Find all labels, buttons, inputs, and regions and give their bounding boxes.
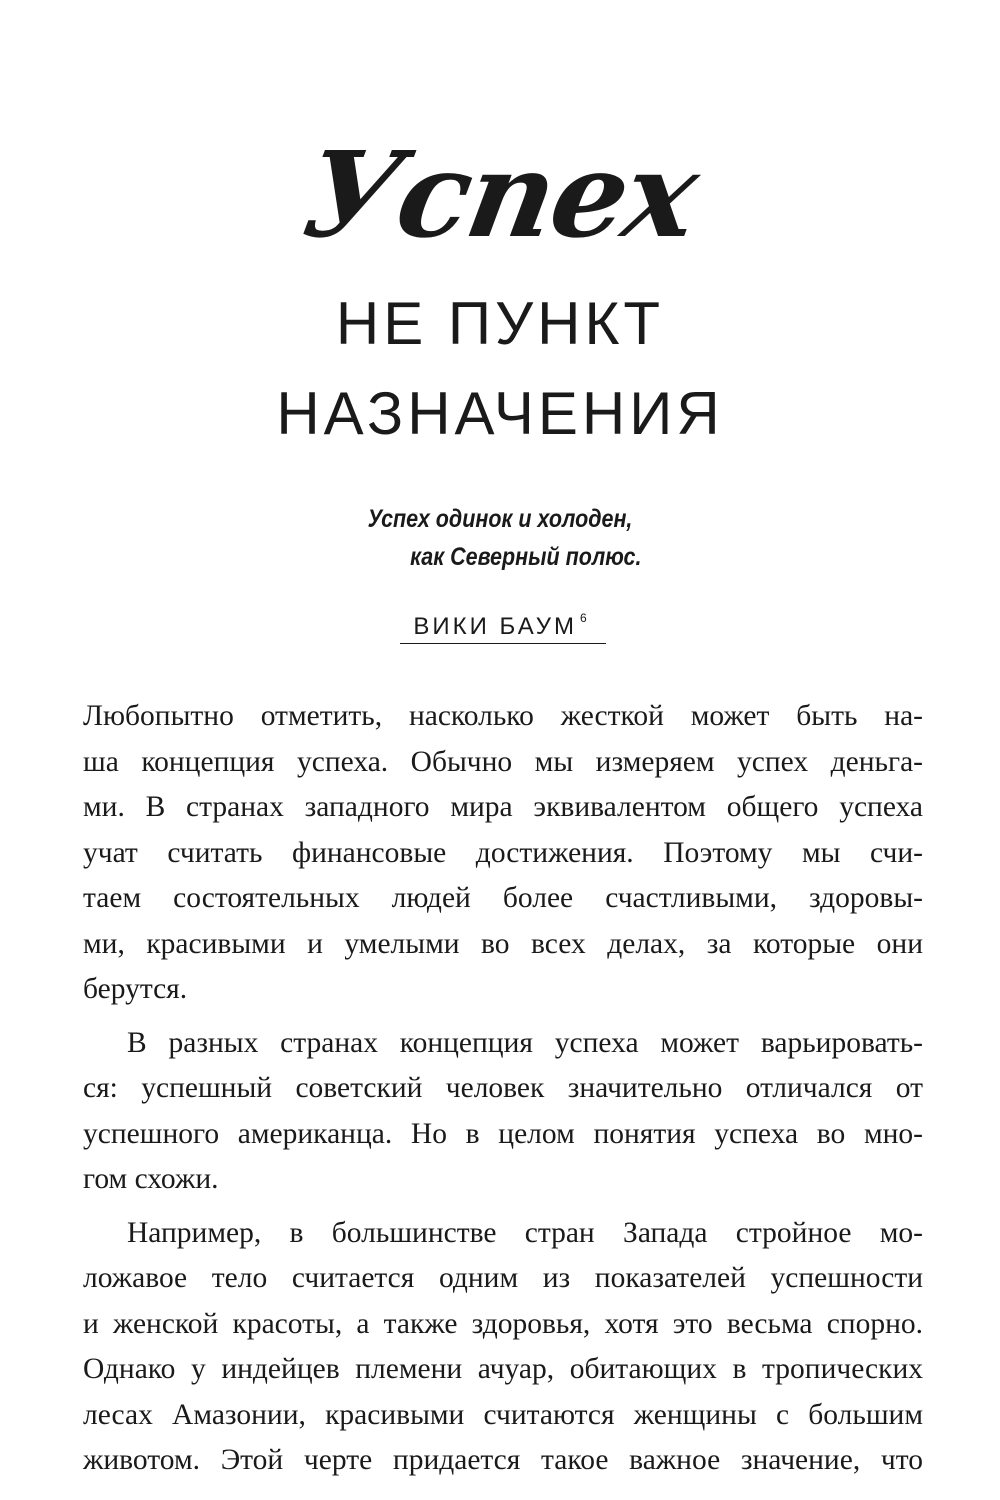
text-line: ми, красивыми и умелыми во всех делах, за которые они — [83, 927, 923, 960]
paragraph — [83, 1211, 923, 1484]
footnote-reference[interactable]: 6 — [579, 611, 587, 625]
text-line: ложавое тело считается одним из показателей успешности — [83, 1262, 923, 1294]
epigraph — [70, 500, 930, 576]
body-text — [83, 694, 923, 1484]
chapter-title-line-1: НЕ ПУНКТ — [335, 290, 665, 357]
text-line: животом. Этой черте придается такое важное значение, что — [83, 1444, 923, 1476]
text-line: Любопытно отметить, насколько жесткой может быть на- — [83, 700, 923, 732]
text-line: гом схожи. — [83, 1163, 219, 1195]
text-line: В разных странах концепция успеха может варьировать- — [127, 1026, 923, 1059]
text-line: и женской красоты, а также здоровья, хотя это весьма спорно. — [83, 1307, 923, 1340]
text-line: лесах Амазонии, красивыми считаются женщины с большим — [83, 1398, 923, 1431]
text-line: ша концепция успеха. Обычно мы измеряем успех деньга- — [83, 745, 923, 778]
text-line: таем состоятельных людей более счастливыми, здоровы- — [83, 882, 923, 914]
author-underline-divider — [400, 643, 606, 644]
paragraph — [83, 1021, 923, 1203]
text-line: Однако у индейцев племени ачуар, обитающих в тропических — [83, 1353, 923, 1385]
epigraph-line-2: как Северный полюс. — [410, 543, 642, 571]
text-line: ми. В странах западного мира эквивалентом общего успеха — [83, 791, 923, 823]
text-line: учат считать финансовые достижения. Поэтому мы счи- — [83, 836, 923, 869]
epigraph-author — [0, 600, 1000, 645]
author-name: ВИКИ БАУМ — [413, 613, 577, 640]
chapter-script-title: Успех — [293, 125, 707, 264]
text-line: берутся. — [83, 973, 188, 1005]
text-line: Например, в большинстве стран Запада стройное мо- — [127, 1216, 923, 1249]
text-line: успешного американца. Но в целом понятия успеха во мно- — [83, 1117, 923, 1150]
paragraph — [83, 694, 923, 1013]
text-line: ся: успешный советский человек значительно отличался от — [83, 1072, 923, 1104]
epigraph-line-1: Успех одинок и холоден, — [367, 505, 633, 533]
chapter-title-line-2: НАЗНАЧЕНИЯ — [276, 380, 724, 447]
